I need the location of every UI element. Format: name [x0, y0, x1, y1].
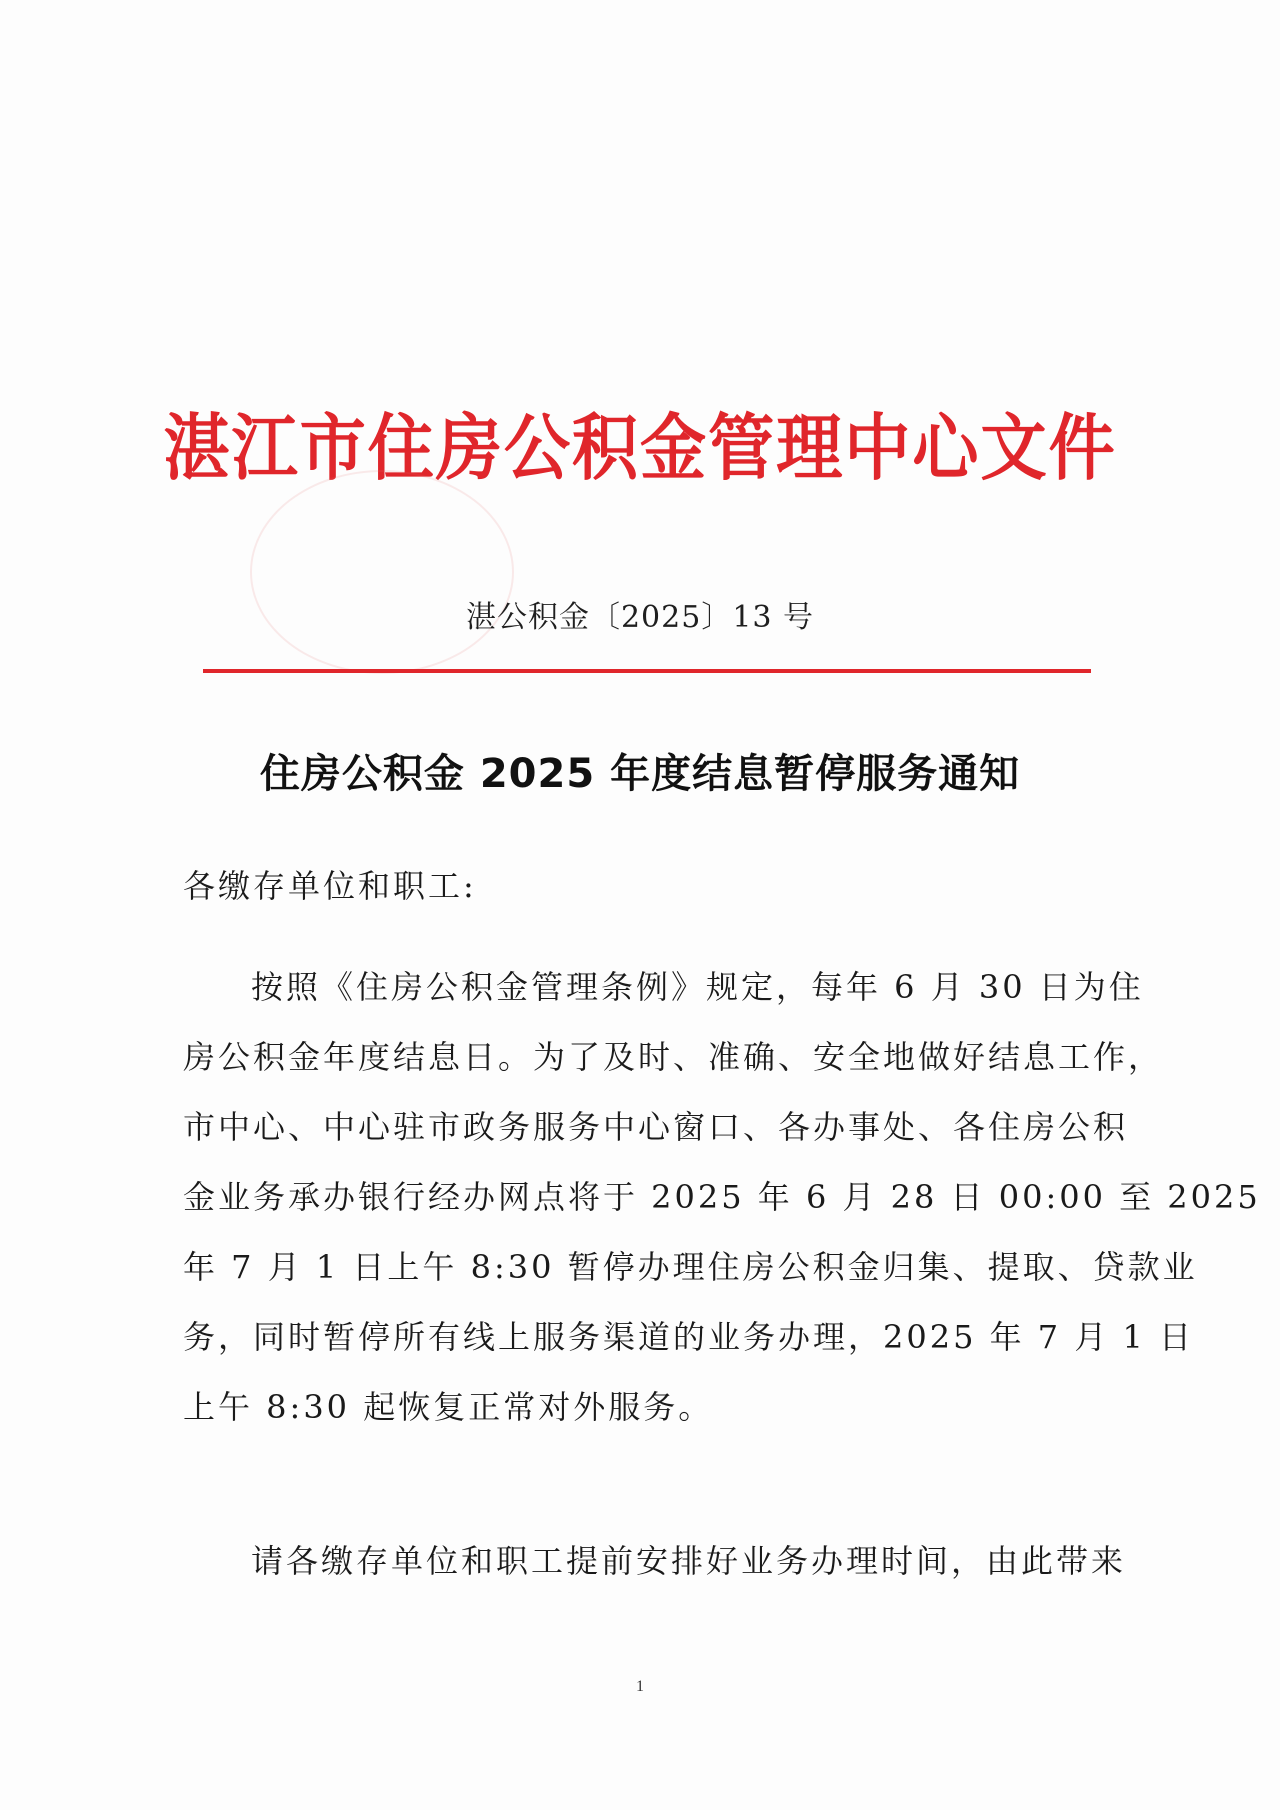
salutation: 各缴存单位和职工:: [183, 867, 477, 905]
paragraph-line: 请各缴存单位和职工提前安排好业务办理时间，由此带来: [251, 1542, 1127, 1580]
document-number: 湛公积金〔2025〕13 号: [465, 600, 815, 635]
page-number: 1: [636, 1678, 644, 1695]
paragraph-line: 务，同时暂停所有线上服务渠道的业务办理，2025 年 7 月 1 日: [183, 1318, 1195, 1356]
body-paragraph-1: [183, 952, 1261, 1442]
paragraph-line: 金业务承办银行经办网点将于 2025 年 6 月 28 日 00:00 至 2025: [183, 1178, 1261, 1216]
paragraph-line: 上午 8:30 起恢复正常对外服务。: [183, 1388, 714, 1426]
notice-title: 住房公积金 2025 年度结息暂停服务通知: [259, 751, 1021, 797]
body-paragraph-2: [183, 1526, 1127, 1596]
paragraph-line: 年 7 月 1 日上午 8:30 暂停办理住房公积金归集、提取、贷款业: [183, 1248, 1198, 1286]
paragraph-line: 按照《住房公积金管理条例》规定，每年 6 月 30 日为住: [251, 968, 1144, 1006]
paragraph-line: 房公积金年度结息日。为了及时、准确、安全地做好结息工作，: [183, 1038, 1164, 1076]
document-header-title: 湛江市住房公积金管理中心文件: [163, 405, 1117, 490]
red-divider-line: [203, 669, 1091, 673]
paragraph-line: 市中心、中心驻市政务服务中心窗口、各办事处、各住房公积: [183, 1108, 1129, 1146]
faint-seal-stamp: [250, 470, 514, 674]
